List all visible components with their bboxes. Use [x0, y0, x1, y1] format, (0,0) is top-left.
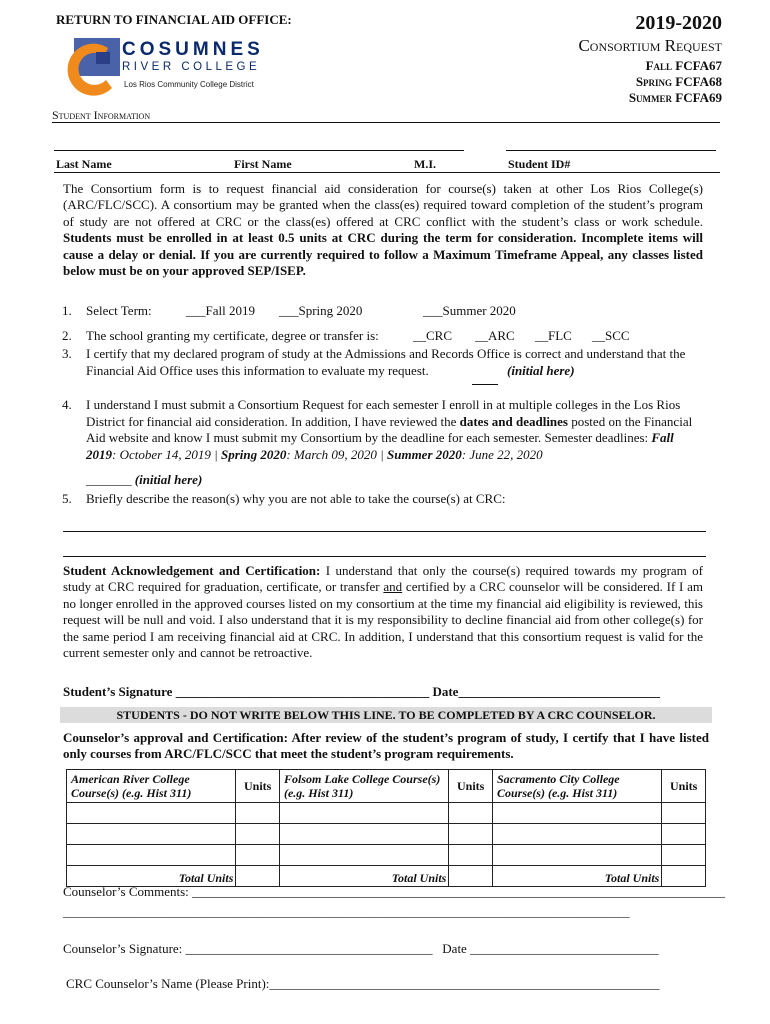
granting-school-label: The school granting my certificate, degree or transfer is:	[86, 328, 379, 343]
initial-line[interactable]: _______	[86, 472, 132, 487]
item-number: 1.	[62, 303, 72, 318]
counselor-comments-line-2[interactable]: ______________________________________________________________________________________________________	[63, 905, 630, 919]
acknowledgement-paragraph	[63, 563, 703, 661]
table-row	[67, 845, 706, 866]
item-number: 3.	[62, 346, 72, 361]
counselor-date-label: Date	[442, 941, 467, 956]
item-select-term	[0, 303, 770, 321]
student-date-line[interactable]: _______________________________	[458, 684, 660, 699]
reason-prompt: Briefly describe the reason(s) why you are not able to take the course(s) at CRC:	[86, 491, 506, 506]
counselor-signature-line[interactable]: ______________________________________	[185, 941, 433, 956]
student-info-title: Student Information	[52, 108, 151, 122]
return-to-label: RETURN TO FINANCIAL AID OFFICE:	[56, 12, 292, 27]
acknowledgement-title: Student Acknowledgement and Certification:	[63, 563, 321, 578]
acknowledgement-text-a: I understand that only the course(s) required towards my program of study at CRC required for graduation, certificate, or transfer	[63, 563, 703, 595]
term-code-summer: Summer FCFA69	[628, 90, 722, 105]
initial-line[interactable]	[472, 384, 498, 385]
last-name-label: Last Name	[56, 157, 112, 171]
table-cell[interactable]	[67, 845, 236, 866]
term-code-fall: Fall FCFA67	[645, 58, 722, 73]
deadlines-text	[86, 397, 704, 463]
spring-deadline-date: : March 09, 2020 |	[286, 446, 387, 462]
scc-units-header: Units	[662, 770, 706, 803]
item-reason	[0, 491, 770, 509]
table-cell[interactable]	[662, 824, 706, 845]
flc-total-units-label: Total Units	[279, 866, 448, 887]
item-granting-school	[0, 328, 770, 346]
student-info-bottom-rule	[54, 172, 720, 173]
table-cell[interactable]	[449, 824, 493, 845]
table-cell[interactable]	[492, 845, 661, 866]
deadlines-body: posted on the Financial Aid website and know I must submit my Consortium by the deadline for each semester. Semester deadlines:	[86, 413, 693, 445]
arc-units-header: Units	[236, 770, 280, 803]
counselor-name-row	[66, 976, 659, 992]
scc-course-header: Sacramento City College Course(s) (e.g. Hist 311)	[492, 770, 661, 803]
table-cell[interactable]	[279, 824, 448, 845]
student-date-label: Date	[432, 684, 459, 699]
flc-units-header: Units	[449, 770, 493, 803]
counselor-signature-row	[63, 941, 659, 957]
item-certify-program	[0, 346, 770, 386]
intro-text: The Consortium form is to request financial aid consideration for course(s) taken at other Los Rios College(s) (ARC/FLC/SCC). A consortium may be granted when the class(es) required toward completion of the student’s program of study are not offered at CRC or the class(es) offered at CRC conflict with the student’s class or work schedule.	[63, 181, 703, 229]
table-cell[interactable]	[662, 845, 706, 866]
table-cell[interactable]	[67, 803, 236, 824]
form-title: Consortium Request	[578, 36, 722, 55]
table-cell[interactable]	[236, 824, 280, 845]
spring-deadline-label: Spring 2020	[221, 446, 287, 462]
arc-course-header: American River College Course(s) (e.g. Hist 311)	[67, 770, 236, 803]
table-cell[interactable]	[492, 824, 661, 845]
name-field-line[interactable]	[54, 150, 464, 151]
initial-here-label: (initial here)	[134, 472, 203, 487]
counselor-signature-label: Counselor’s Signature:	[63, 941, 183, 956]
item-number: 4.	[62, 397, 72, 412]
counselor-comments-label: Counselor’s Comments:	[63, 884, 189, 899]
dates-and-deadlines: dates and deadlines	[459, 413, 568, 429]
counselor-comments-line-1[interactable]: __________________________________________________________________________________	[192, 884, 726, 899]
counselor-date-line[interactable]: _____________________________	[470, 941, 659, 956]
reason-answer-line-1[interactable]	[63, 531, 706, 532]
fall-deadline-date: : October 14, 2019 |	[112, 446, 222, 462]
student-signature-line[interactable]: _______________________________________	[175, 684, 430, 699]
term-option-fall-2019[interactable]: ___Fall 2019	[186, 303, 255, 318]
table-cell[interactable]	[449, 845, 493, 866]
counselor-approval-statement: Counselor’s approval and Certification: After review of the student’s program of study, I certify that I have listed only courses from ARC/FLC/SCC that meet the student’s program requirements.	[63, 730, 709, 762]
course-table	[66, 769, 706, 887]
summer-deadline-label: Summer 2020	[387, 446, 462, 462]
logo-word-river-college: RIVER COLLEGE	[122, 61, 261, 73]
term-option-summer-2020[interactable]: ___Summer 2020	[423, 303, 516, 318]
flc-course-header: Folsom Lake College Course(s) (e.g. Hist 311)	[279, 770, 448, 803]
table-cell[interactable]	[279, 803, 448, 824]
scc-total-units-label: Total Units	[492, 866, 661, 887]
school-option-flc[interactable]: __FLC	[535, 328, 572, 343]
student-signature-row	[63, 684, 660, 700]
reason-answer-line-2[interactable]	[63, 556, 706, 557]
school-option-crc[interactable]: __CRC	[413, 328, 453, 343]
table-cell[interactable]	[236, 803, 280, 824]
summer-deadline-date: : June 22, 2020	[461, 446, 543, 462]
student-id-label: Student ID#	[508, 157, 571, 171]
item-number: 2.	[62, 328, 72, 343]
student-id-field-line[interactable]	[506, 150, 716, 151]
term-option-spring-2020[interactable]: ___Spring 2020	[279, 303, 363, 318]
counselor-name-line[interactable]: ____________________________________________________________	[269, 976, 660, 991]
student-signature-label: Student’s Signature	[63, 684, 173, 699]
deadlines-intro: I understand I must submit a Consortium Request for each semester I enroll in at multiple colleges in the Los Rios District for financial aid consideration. In addition, I have reviewed the	[86, 397, 681, 429]
intro-paragraph	[63, 181, 703, 279]
select-term-label: Select Term:	[86, 303, 152, 318]
mi-label: M.I.	[414, 157, 436, 171]
counselor-name-label: CRC Counselor’s Name (Please Print):	[66, 976, 270, 991]
school-option-scc[interactable]: __SCC	[592, 328, 630, 343]
school-option-arc[interactable]: __ARC	[475, 328, 515, 343]
acknowledgement-text-b: certified by a CRC counselor will be considered. If I am no longer enrolled in the approved courses listed on my consortium at the time my financial aid eligibility is reviewed, this request will be null and void. I also understand that it is my responsibility to decline financial aid from other college(s) for the same period I am receiving financial aid at CRC. In addition, I understand that this consortium request is valid for the current semester only and cannot be retroactive.	[63, 579, 703, 661]
table-cell[interactable]	[492, 803, 661, 824]
table-cell[interactable]	[449, 803, 493, 824]
item-consortium-deadlines	[0, 397, 770, 467]
table-row	[67, 824, 706, 845]
initial-here-row	[86, 472, 202, 489]
section-rule	[52, 122, 720, 123]
logo-district: Los Rios Community College District	[124, 80, 254, 89]
counselor-only-banner: STUDENTS - DO NOT WRITE BELOW THIS LINE. TO BE COMPLETED BY A CRC COUNSELOR.	[60, 707, 712, 723]
counselor-comments-row	[63, 884, 725, 900]
initial-here-label: (initial here)	[507, 363, 575, 378]
logo-word-cosumnes: COSUMNES	[122, 39, 264, 60]
arc-total-units-label: Total Units	[67, 866, 236, 887]
acknowledgement-and: and	[383, 579, 403, 595]
table-cell[interactable]	[67, 824, 236, 845]
term-code-spring: Spring FCFA68	[635, 74, 722, 89]
certify-program-text: I certify that my declared program of study at the Admissions and Records Office is correct and understand that the Financial Aid Office uses this information to evaluate my request.	[86, 346, 686, 378]
fall-deadline-label: Fall 2019	[86, 430, 674, 462]
form-year: 2019-2020	[635, 12, 722, 34]
table-cell[interactable]	[236, 845, 280, 866]
item-number: 5.	[62, 491, 72, 506]
first-name-label: First Name	[234, 157, 292, 171]
intro-requirements: Students must be enrolled in at least 0.5 units at CRC during the term for consideration. Incomplete items will cause a delay or denial. If you are currently required to follow a Maximum Timeframe Appeal, any classes listed below must be on your approved SEP/ISEP.	[63, 230, 703, 279]
table-cell[interactable]	[279, 845, 448, 866]
table-row	[67, 803, 706, 824]
table-cell[interactable]	[662, 803, 706, 824]
